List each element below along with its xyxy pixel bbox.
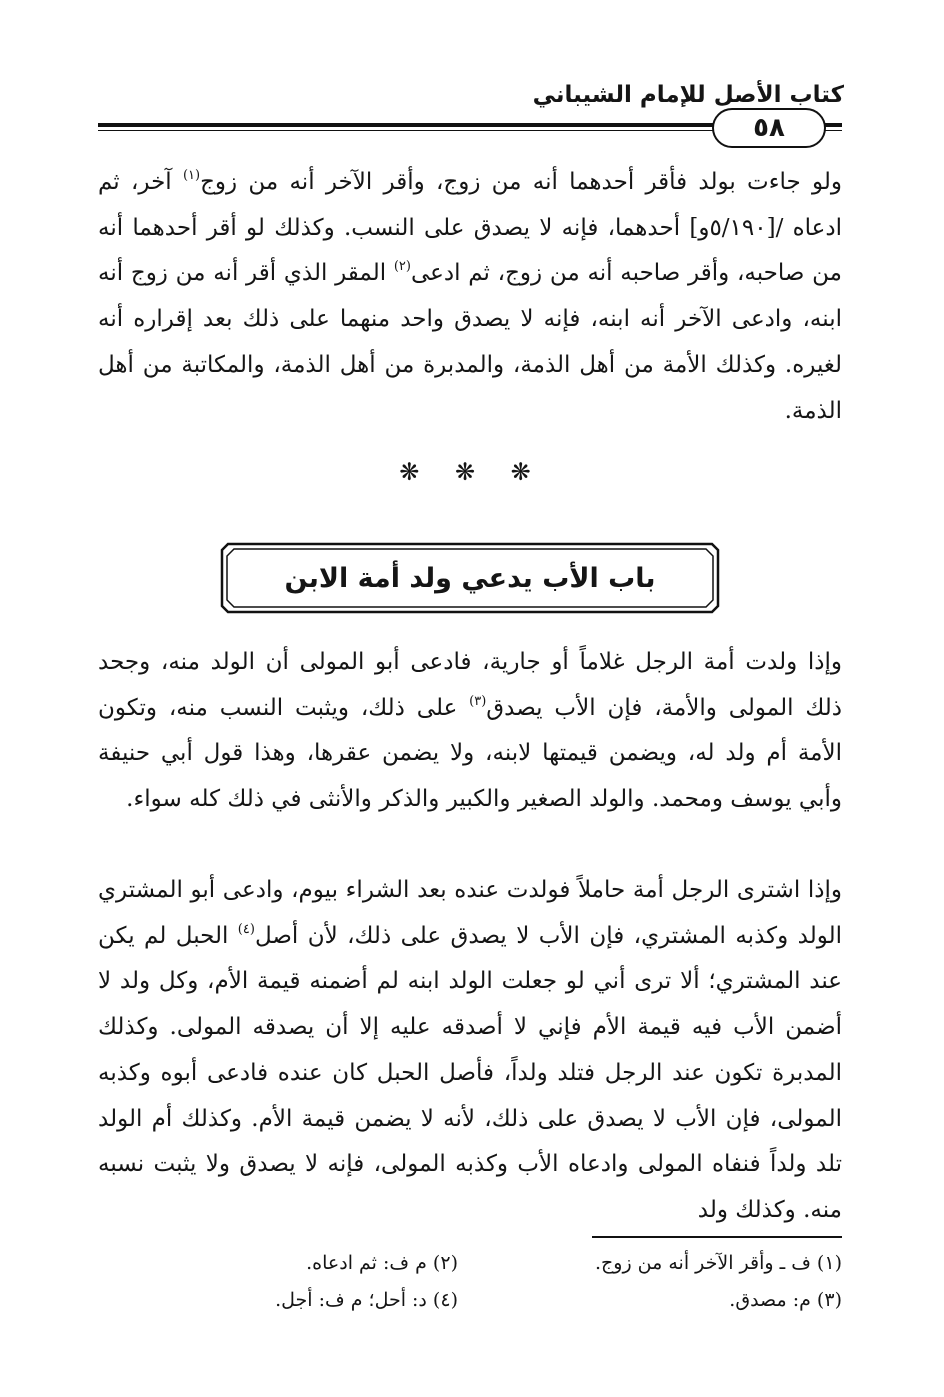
paragraph-3 <box>98 868 842 1234</box>
paragraph-2-text-b: على ذلك، ويثبت النسب منه، وتكون الأمة أم ولد له، ويضمن قيمتها لابنه، ولا يضمن عقرها، وهذا قول أبي حنيفة وأبي يوسف ومحمد. والولد الصغير والكبير والذكر والأنثى في ذلك كله سواء. <box>98 694 842 813</box>
section-divider-ornament: ❋ ❋ ❋ <box>399 458 545 486</box>
paragraph-1-text-a: ولو جاءت بولد فأقر أحدهما أنه من زوج، وأقر الآخر أنه من زوج <box>200 169 842 195</box>
footnote-3: (٣) م: مصدق. <box>729 1289 842 1311</box>
footnote-ref-2: (٢) <box>393 259 411 275</box>
paragraph-2-text-a: وإذا ولدت أمة الرجل غلاماً أو جارية، فادعى أبو المولى أن الولد منه، وجحد ذلك المولى والأمة، فإن الأب يصدق <box>98 649 843 721</box>
chapter-title-frame <box>218 540 722 616</box>
paragraph-3-text-a: وإذا اشترى الرجل أمة حاملاً فولدت عنده بعد الشراء بيوم، وادعى أبو المشتري الولد وكذبه المشتري، فإن الأب لا يصدق على ذلك، لأن أصل <box>98 877 842 949</box>
footnote-ref-3: (٣) <box>469 693 487 709</box>
paragraph-1-text-b: آخر، ثم ادعاه /[٥/١٩٠و] أحدهما، فإنه لا يصدق على النسب. وكذلك لو أقر أحدهما أنه من صاحبه، وأقر صاحبه أنه من زوج، ثم ادعى <box>98 169 842 287</box>
paragraph-1 <box>98 160 842 434</box>
footnote-1: (١) ف ـ وأقر الآخر أنه من زوج. <box>594 1252 842 1274</box>
footnote-ref-4: (٤) <box>237 921 255 937</box>
page-number: ٥٨ <box>712 108 826 148</box>
footnote-4: (٤) د: أحل؛ م ف: أجل. <box>275 1289 458 1311</box>
footnote-separator <box>592 1236 842 1238</box>
footnote-2: (٢) م ف: ثم ادعاه. <box>306 1252 458 1274</box>
paragraph-3-text-b: الحبل لم يكن عند المشتري؛ ألا ترى أني لو جعلت الولد ابنه لم أضمنه قيمة الأم، وكل ولد لا أضمن الأب فيه قيمة الأم فإني لا أصدقه عليه إلا أن يصدقه المولى. وكذلك المدبرة تكون عند الرجل فتلد ولداً، فأصل الحبل كان عنده فادعى أبوه وكذبه المولى، فإن الأب لا يصدق على ذلك، لأنه لا يضمن قيمة الأم. وكذلك أم الولد تلد ولداً فنفاه المولى وادعاه الأب وكذبه المولى، فإنه لا يصدق ولا يثبت نسبه منه. وكذلك ولد <box>98 922 842 1223</box>
chapter-title: باب الأب يدعي ولد أمة الابن <box>284 562 656 594</box>
running-title: كتاب الأصل للإمام الشيباني <box>532 82 844 108</box>
paragraph-1-text-c: المقر الذي أقر أنه من زوج أنه ابنه، وادعى الآخر أنه ابنه، فإنه لا يصدق واحد منهما على ذلك بعد إقراره أنه لغيره. وكذلك الأمة من أهل الذمة، والمدبرة من أهل الذمة، والمكاتبة من أهل الذمة. <box>98 260 842 424</box>
paragraph-2 <box>98 640 842 823</box>
footnote-ref-1: (١) <box>182 168 201 183</box>
